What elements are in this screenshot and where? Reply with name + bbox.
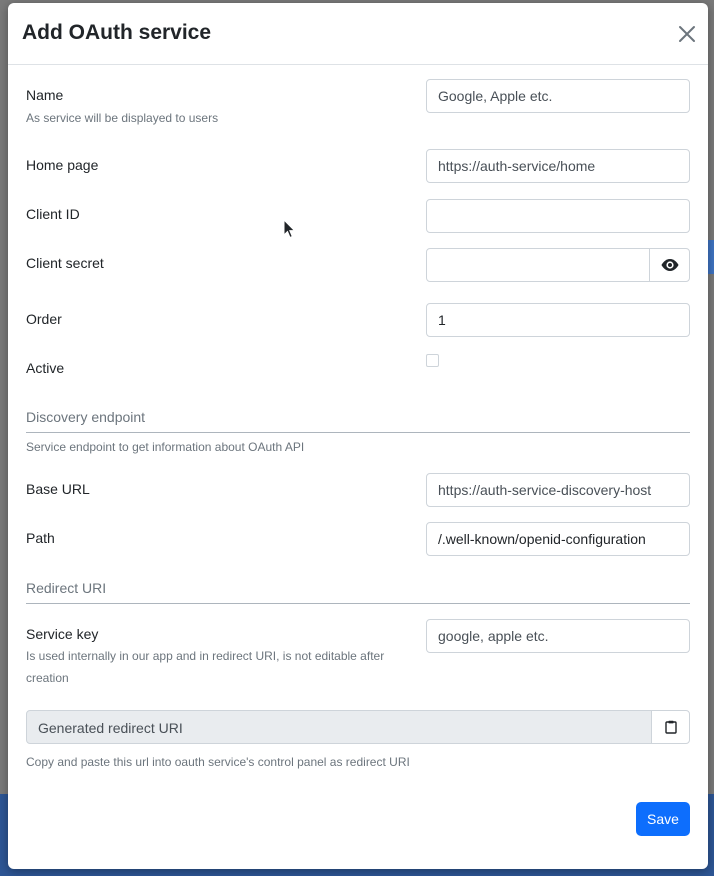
redirect-uri-group (26, 710, 690, 744)
client-secret-label: Client secret (26, 255, 104, 271)
close-button[interactable] (676, 23, 698, 45)
name-label: Name (26, 87, 64, 103)
active-label: Active (26, 360, 65, 376)
redirect-description: Copy and paste this url into oauth service's control panel as redirect URI (26, 755, 410, 769)
name-hint: As service will be displayed to users (26, 111, 219, 125)
save-button[interactable]: Save (636, 802, 690, 836)
close-icon (676, 23, 698, 45)
client-secret-input[interactable] (426, 248, 650, 282)
home-page-label: Home page (26, 157, 99, 173)
base-url-label: Base URL (26, 481, 90, 497)
discovery-description: Service endpoint to get information about OAuth API (26, 440, 305, 454)
mouse-cursor-icon (283, 219, 297, 239)
modal-header (8, 3, 708, 65)
client-id-input[interactable] (426, 199, 690, 233)
copy-redirect-uri-button[interactable] (651, 710, 690, 744)
active-checkbox[interactable] (426, 354, 439, 367)
name-input[interactable] (426, 79, 690, 113)
discovery-divider (26, 432, 690, 433)
service-key-input[interactable] (426, 619, 690, 653)
order-label: Order (26, 311, 62, 327)
service-key-label: Service key (26, 626, 99, 642)
toggle-secret-visibility-button[interactable] (649, 248, 690, 282)
service-key-hint: Is used internally in our app and in redirect URI, is not editable after creation (26, 649, 385, 685)
order-input[interactable] (426, 303, 690, 337)
redirect-divider (26, 603, 690, 604)
generated-redirect-uri-field[interactable]: Generated redirect URI (26, 710, 652, 744)
path-input[interactable] (426, 522, 690, 556)
add-oauth-service-modal (8, 3, 708, 869)
client-id-label: Client ID (26, 206, 80, 222)
base-url-input[interactable] (426, 473, 690, 507)
client-secret-group (426, 248, 690, 282)
eye-icon (661, 258, 679, 272)
clipboard-icon (665, 720, 677, 734)
discovery-section-title: Discovery endpoint (26, 409, 146, 425)
redirect-section-title: Redirect URI (26, 580, 107, 596)
home-page-input[interactable] (426, 149, 690, 183)
modal-title: Add OAuth service (22, 21, 212, 44)
path-label: Path (26, 530, 55, 546)
